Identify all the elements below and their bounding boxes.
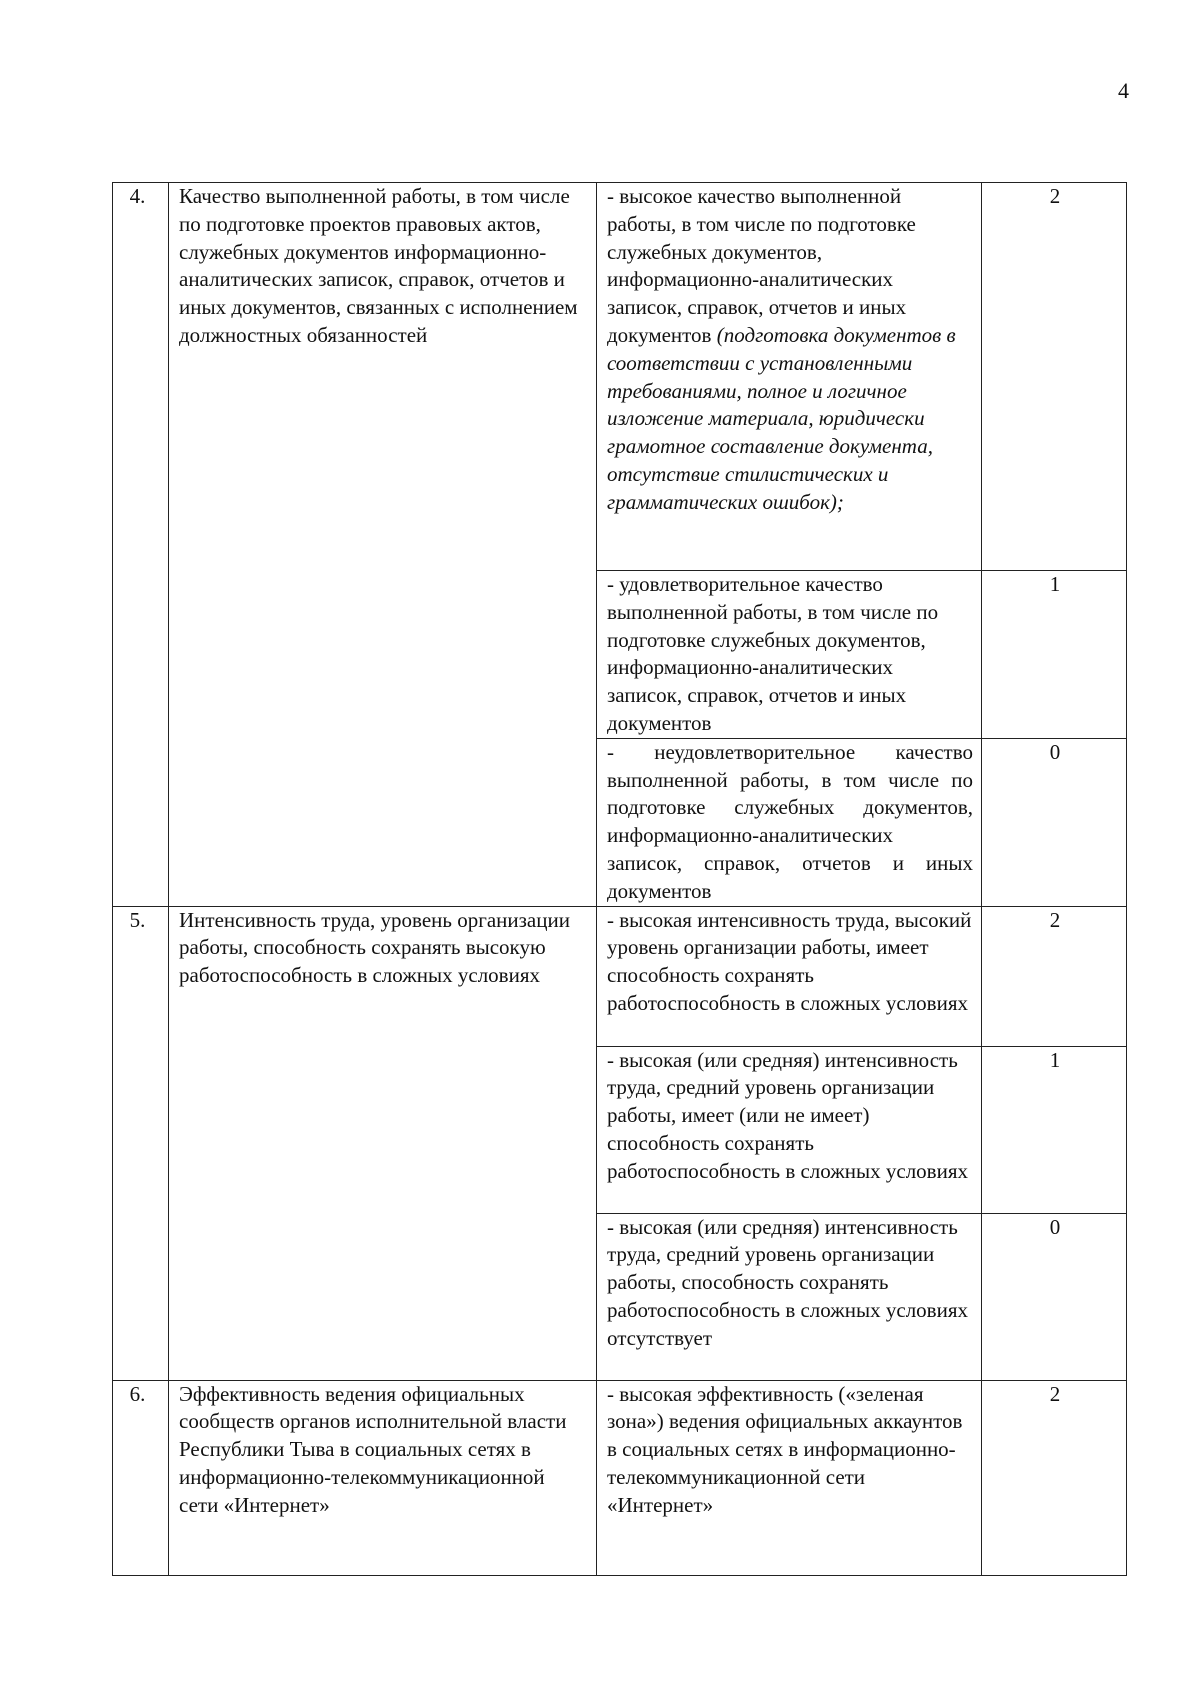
table-row (113, 183, 1127, 571)
option-score: 2 (982, 1380, 1127, 1575)
option-score: 1 (982, 571, 1127, 739)
option-score: 2 (982, 183, 1127, 571)
criterion-cell: Качество выполненной работы, в том числе по подготовке проектов правовых актов, служебных документов информационно-аналитических записок, справок, отчетов и иных документов, связанных с исполнением должностных обязанностей (169, 183, 597, 907)
option-description: - высокая эффективность («зеленая зона») ведения официальных аккаунтов в социальных сетях в информационно-телекоммуникационной сети «Интернет» (597, 1380, 982, 1575)
row-number: 4. (113, 183, 169, 907)
option-description: - высокая (или средняя) интенсивность труда, средний уровень организации работы, способность сохранять работоспособность в сложных условиях отсутствует (597, 1213, 982, 1380)
table-row (113, 906, 1127, 1046)
option-score: 0 (982, 738, 1127, 906)
option-description: - высокая (или средняя) интенсивность труда, средний уровень организации работы, имеет (или не имеет) способность сохранять работоспособность в сложных условиях (597, 1046, 982, 1213)
page-number: 4 (1118, 78, 1129, 103)
option-description: - неудовлетворительное качество выполненной работы, в том числе по подготовке служебных документов, информационно-аналитических записок, справок, отчетов и иных документов (597, 738, 982, 906)
criteria-table (112, 182, 1127, 1576)
option-score: 0 (982, 1213, 1127, 1380)
criterion-cell: Интенсивность труда, уровень организации работы, способность сохранять высокую работоспособность в сложных условиях (169, 906, 597, 1380)
option-score: 1 (982, 1046, 1127, 1213)
row-number: 6. (113, 1380, 169, 1575)
criterion-cell: Эффективность ведения официальных сообществ органов исполнительной власти Республики Тыва в социальных сетях в информационно-телекоммуникационной сети «Интернет» (169, 1380, 597, 1575)
option-description: - высокая интенсивность труда, высокий уровень организации работы, имеет способность сохранять работоспособность в сложных условиях (597, 906, 982, 1046)
table-row (113, 1380, 1127, 1575)
option-score: 2 (982, 906, 1127, 1046)
row-number: 5. (113, 906, 169, 1380)
option-description: - удовлетворительное качество выполненной работы, в том числе по подготовке служебных документов, информационно-аналитических записок, справок, отчетов и иных документов (597, 571, 982, 739)
option-note: (подготовка документов в соответствии с установленными требованиями, полное и логичное изложение материала, юридически грамотное составление документа, отсутствие стилистических и грамматических ошибок); (607, 322, 956, 514)
option-description: - высокое качество выполненной работы, в том числе по подготовке служебных документов, информационно-аналитических записок, справок, отчетов и иных документов (подготовка документов в соответствии с установленными требованиями, полное и логичное изложение материала, юридически грамотное составление документа, отсутствие стилистических и грамматических ошибок); (597, 183, 982, 571)
